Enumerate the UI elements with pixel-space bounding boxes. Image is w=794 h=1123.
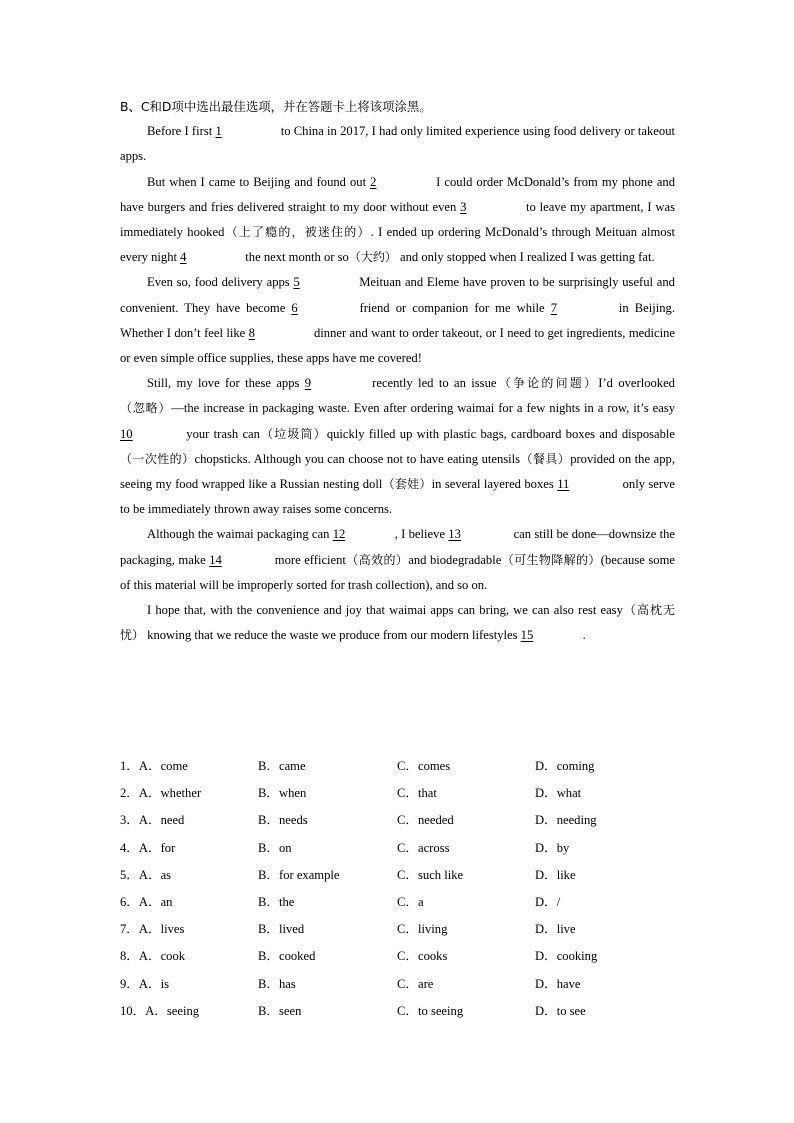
passage-text: chopsticks. Although you can choose not to have eating utensils — [194, 451, 521, 466]
blank-4: 4 — [180, 250, 187, 265]
blank-2: 2 — [370, 174, 377, 189]
chinese-gloss: （可生物降解的） — [501, 552, 601, 567]
passage-text: I could order McDonald’s from my phone and have burgers and fries delivered straight to my door without even — [120, 174, 675, 214]
option-choice[interactable]: 6．A．an — [120, 894, 173, 909]
chinese-gloss: （忽略） — [120, 401, 172, 416]
option-row — [120, 1000, 720, 1027]
passage-text: your trash can — [182, 426, 260, 441]
option-row — [120, 864, 720, 891]
blank-3: 3 — [460, 199, 467, 214]
passage-text: I hope that, with the convenience and joy that waimai apps can bring, we can also rest easy — [147, 603, 623, 618]
passage-text: dinner and want to order takeout, or I need to get ingredients, medicine or even simple office supplies, these apps have me covered! — [120, 325, 675, 366]
chinese-gloss: （垃圾筒） — [259, 426, 327, 441]
passage-text: Although the waimai packaging can — [147, 527, 333, 542]
option-choice[interactable]: 5．A．as — [120, 867, 172, 882]
option-choice[interactable]: D．have — [535, 976, 581, 991]
option-choice[interactable]: C．a — [397, 894, 424, 909]
blank-8: 8 — [248, 325, 255, 340]
option-choice[interactable]: B．seen — [258, 1003, 302, 1018]
passage-text: to leave my apartment, I was immediately hooked — [120, 199, 675, 240]
passage-paragraph — [120, 270, 675, 371]
option-choice[interactable]: 8．A．cook — [120, 949, 186, 964]
passage-text: and only stopped when I realized I was getting fat. — [396, 250, 655, 265]
option-choice[interactable]: D．like — [535, 867, 576, 882]
passage-text: . I ended up ordering McDonald’s through Meituan almost every night — [120, 225, 675, 265]
option-choice[interactable]: C．that — [397, 786, 437, 801]
blank-6: 6 — [291, 300, 298, 315]
passage-paragraphs — [120, 119, 675, 648]
blank-13: 13 — [448, 527, 461, 542]
option-row — [120, 837, 720, 864]
option-choice[interactable]: B．the — [258, 894, 295, 909]
passage-text: in several layered boxes — [431, 477, 558, 492]
option-row — [120, 782, 720, 809]
option-choice[interactable]: C．needed — [397, 813, 454, 828]
blank-9: 9 — [304, 376, 312, 391]
option-choice[interactable]: C．living — [397, 922, 448, 937]
passage-text: I’d overlooked — [598, 376, 675, 391]
option-choice[interactable]: D．cooking — [535, 949, 598, 964]
blank-10: 10 — [120, 426, 133, 441]
passage-paragraph — [120, 119, 675, 169]
answer-options — [120, 755, 720, 1027]
option-choice[interactable]: D．live — [535, 922, 576, 937]
option-choice[interactable]: C．cooks — [397, 949, 448, 964]
option-choice[interactable]: D．to see — [535, 1003, 586, 1018]
passage-text: quickly filled up with plastic bags, cardboard boxes and disposable — [326, 426, 675, 441]
chinese-gloss: （大约） — [348, 250, 397, 265]
passage-text: knowing that we reduce the waste we produce from our modern lifestyles — [144, 628, 521, 643]
option-row — [120, 809, 720, 836]
passage-text: Even so, food delivery apps — [147, 275, 294, 290]
blank-15: 15 — [520, 628, 534, 643]
blank-7: 7 — [550, 300, 558, 315]
chinese-gloss: （一次性的） — [120, 451, 195, 466]
passage-paragraph — [120, 170, 675, 271]
option-choice[interactable]: 9．A．is — [120, 976, 169, 991]
option-choice[interactable]: 1．A．come — [120, 759, 188, 773]
passage-text: . — [582, 628, 586, 643]
option-choice[interactable]: B．when — [258, 786, 307, 801]
passage-paragraph — [120, 598, 675, 648]
option-choice[interactable]: D．/ — [535, 894, 561, 909]
passage-text: —the increase in packaging waste. Even after ordering waimai for a few nights in a row, it’s easy — [171, 401, 675, 416]
passage-text: only serve to be immediately thrown away raises some concerns. — [120, 477, 675, 517]
instruction-text: B、C和D项中选出最佳选项，并在答题卡上将该项涂黑。 — [120, 99, 432, 114]
option-row — [120, 918, 720, 945]
blank-12: 12 — [332, 527, 346, 542]
passage-text: can still be done—downsize the packaging, make — [120, 527, 675, 567]
option-row — [120, 945, 720, 972]
option-choice[interactable]: B．came — [258, 759, 306, 773]
option-choice[interactable]: B．for example — [258, 867, 340, 882]
option-choice[interactable]: D．by — [535, 840, 570, 855]
passage-text: (because some of this material will be improperly sorted for trash collection), and so on. — [120, 552, 675, 592]
chinese-gloss: （上了瘾的，被迷住的） — [224, 225, 371, 240]
option-choice[interactable]: D．what — [535, 786, 582, 801]
option-row — [120, 755, 720, 782]
passage-text: Meituan and Eleme have proven to be surprisingly useful and convenient. They have become — [120, 275, 675, 315]
passage-text: and biodegradable — [408, 552, 502, 567]
option-choice[interactable]: C．such like — [397, 867, 464, 882]
option-choice[interactable]: C．across — [397, 840, 450, 855]
option-choice[interactable]: B．has — [258, 976, 296, 991]
passage-paragraph — [120, 371, 675, 522]
option-choice[interactable]: C．to seeing — [397, 1003, 464, 1018]
option-row — [120, 973, 720, 1000]
option-choice[interactable]: D．needing — [535, 813, 597, 828]
passage-text: to China in 2017, I had only limited experience using food delivery or takeout apps. — [120, 124, 675, 164]
passage-text: the next month or so — [242, 250, 349, 265]
chinese-gloss: （高枕无忧） — [120, 603, 675, 643]
passage-text: But when I came to Beijing and found out — [147, 174, 371, 189]
chinese-gloss: （餐具） — [520, 451, 571, 466]
option-row — [120, 891, 720, 918]
passage-paragraph — [120, 522, 675, 598]
option-choice[interactable]: 2．A．whether — [120, 786, 202, 801]
passage-text: more efficient — [271, 552, 346, 567]
passage-text: Before I first — [147, 124, 216, 139]
chinese-gloss: （高效的） — [345, 552, 409, 567]
chinese-gloss: （套娃） — [382, 477, 432, 492]
passage-text: friend or companion for me while — [353, 300, 551, 315]
chinese-gloss: （争论的问题） — [496, 376, 599, 391]
passage-text: provided on the app, seeing my food wrapped like a Russian nesting doll — [120, 451, 675, 492]
option-choice[interactable]: B．on — [258, 840, 292, 855]
passage-text: in Beijing. Whether I don’t feel like — [120, 300, 676, 340]
option-choice[interactable]: C．are — [397, 976, 434, 991]
passage-text: , I believe — [394, 527, 449, 542]
passage — [120, 94, 675, 648]
option-choice[interactable]: D．coming — [535, 759, 595, 773]
passage-text: recently led to an issue — [366, 376, 497, 391]
blank-14: 14 — [209, 552, 222, 567]
option-choice[interactable]: B．needs — [258, 813, 308, 828]
option-choice[interactable]: C．comes — [397, 759, 451, 773]
option-choice[interactable]: 10．A．seeing — [120, 1003, 200, 1018]
option-choice[interactable]: 3．A．need — [120, 813, 185, 828]
passage-text: Still, my love for these apps — [147, 376, 305, 391]
option-choice[interactable]: 7．A．lives — [120, 922, 185, 937]
blank-5: 5 — [293, 275, 300, 290]
blank-1: 1 — [215, 124, 222, 139]
blank-11: 11 — [557, 477, 570, 492]
option-choice[interactable]: B．cooked — [258, 949, 316, 964]
option-choice[interactable]: 4．A．for — [120, 840, 176, 855]
option-choice[interactable]: B．lived — [258, 922, 305, 937]
